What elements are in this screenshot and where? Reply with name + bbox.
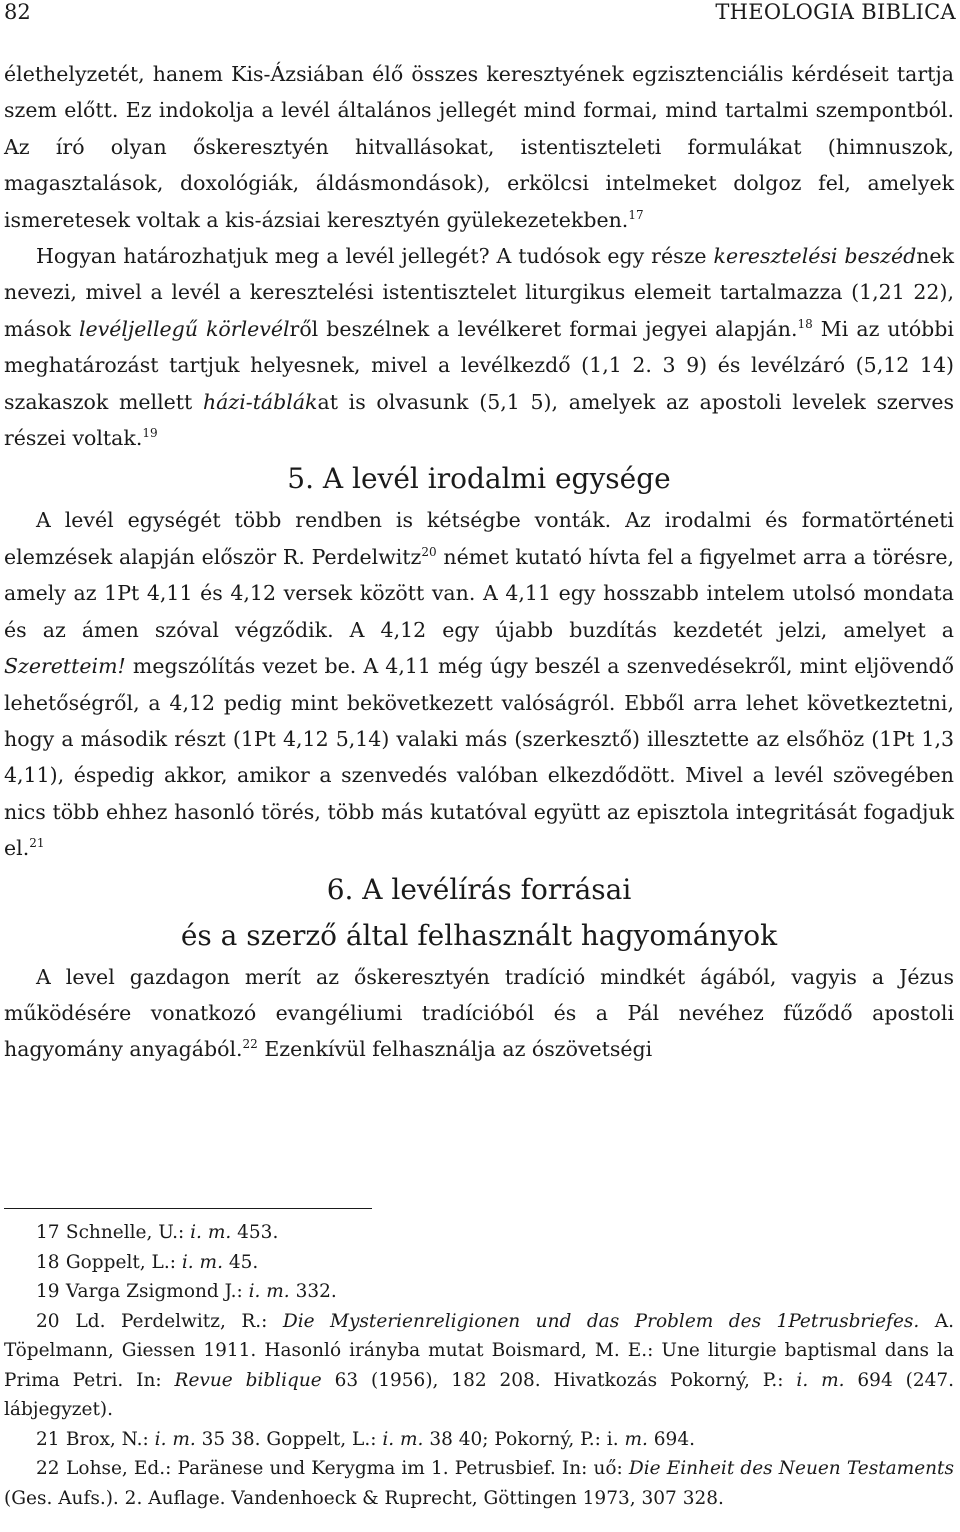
paragraph-2-text-c: ről beszélnek a levélkeret formai jegyei alapján. [289,316,798,341]
paragraph-2-italic-b: levéljellegű körlevél [78,316,290,341]
footnote-italic: Revue biblique [174,1369,322,1391]
footnote-text: Varga Zsigmond J.: [65,1281,249,1302]
page-number: 82 [4,0,31,24]
paragraph-3-italic-a: Szeretteim! [4,654,126,679]
paragraph-2 [4,238,954,456]
paragraph-2-text-a: Hogyan határozhatjuk meg a levél jellegét? A tudósok egy része [36,244,714,269]
paragraph-4-text-a: A level gazdagon merít az őskeresztyén tradíció mindkét ágából, vagyis a Jézus működésére vonatkozó evangéliumi tradícióból és a Pál nevéhez fűződő apostoli hagyomány anyagából. [4,964,954,1062]
footnote-italic: Die Einheit des Neuen Testaments [628,1458,954,1479]
footnote-italic: i. m. [248,1281,290,1302]
footnotes [4,1218,954,1513]
footnote-ref-20[interactable]: 20 [421,545,437,560]
paragraph-3 [4,502,954,866]
footnote-17 [4,1218,954,1248]
footnote-20 [4,1307,954,1425]
footnote-number: 22 [36,1458,60,1479]
paragraph-2-text-d: Mi az utóbbi meghatározást tartjuk helyesnek, mivel a levélkezdő (1,1 2. 3 9) és levélzáró (5,12 14) szakaszok mellett [4,316,954,414]
paragraph-2-text-e: at is olvasunk (5,1 5), amelyek az apostoli levelek szerves részei voltak. [4,389,954,451]
footnote-text: Schnelle, U.: [65,1222,191,1243]
footnote-text: 63 (1956), 182 208. Hivatkozás Pokorný, P.: [321,1369,797,1391]
footnote-number: 21 [36,1428,60,1450]
paragraph-2-italic-a: keresztelési beszéd [713,244,917,269]
paragraph-1-text: élethelyzetét, hanem Kis-Ázsiában élő összes keresztyének egzisztenciális kérdéseit tartja szem előtt. Ez indokolja a levél általános jellegét mind formai, mind tartalmi szempontból. Az író olyan őskeresztyén hitvallásokat, istentiszteleti formulákat (himnuszok, magasztalások, doxológiák, áldásmondások), erkölcsi intelmeket dolgoz fel, amelyek ismeretesek voltak a kis-ázsiai keresztyén gyülekezetekben. [4,62,954,232]
footnote-italic: i. m. [190,1222,232,1243]
footnote-italic: i. m. [154,1428,196,1450]
footnote-ref-21[interactable]: 21 [29,836,45,851]
footnote-number: 20 [36,1310,60,1332]
footnote-number: 17 [36,1222,60,1243]
footnote-number: 18 [36,1251,60,1273]
footnote-text: 38 40; Pokorný, P.: i. [423,1428,625,1450]
footnote-19 [4,1277,954,1307]
paragraph-4 [4,959,954,1068]
footnote-number: 19 [36,1281,60,1302]
footnote-italic: i. m. [796,1369,845,1391]
footnote-text: Goppelt, L.: [65,1251,182,1273]
footnote-text: Brox, N.: [65,1428,155,1450]
footnote-text: A. Töpelmann, Giessen 1911. Hasonló irányba mutat Boismard, M. E.: Une liturgie baptismal dans la Prima Petri. In: [4,1310,955,1391]
page-header [0,0,960,24]
paragraph-3-text-a: A levél egységét több rendben is kétségbe vonták. Az irodalmi és formatörténeti elemzések alapján először R. Perdelwitz [4,508,954,569]
footnote-22 [4,1454,954,1513]
footnote-ref-18[interactable]: 18 [797,317,813,332]
paragraph-1 [4,56,954,238]
body-text [4,56,954,1068]
paragraph-2-text-b: nek nevezi, mivel a levél a keresztelési istentisztelet liturgikus elemeit tartalmazza (1,21 22), mások [4,244,954,341]
footnote-ref-22[interactable]: 22 [242,1037,258,1052]
paragraph-2-italic-c: házi-táblák [202,389,318,414]
footnote-rule [4,1208,372,1209]
footnote-text: 332. [289,1281,337,1302]
footnote-ref-19[interactable]: 19 [142,426,158,441]
section-heading-6-line-1: 6. A levélírás forrásai [326,872,632,906]
paragraph-3-text-b: német kutató hívta fel a figyelmet arra a törésre, amely az 1Pt 4,11 és 4,12 versek között van. A 4,11 egy hosszabb intelem utolsó mondata és az ámen szóval végződik. A 4,12 egy újabb buzdítás kezdetét jelzi, amelyet a [4,544,955,642]
paragraph-4-text-b: Ezenkívül felhasználja az ószövetségi [257,1037,653,1062]
footnote-text: 453. [231,1222,279,1243]
section-heading-6 [4,867,954,959]
footnote-text: 45. [222,1251,259,1273]
footnote-text: 694 (247. lábjegyzet). [4,1369,955,1420]
footnote-text: 35 38. Goppelt, L.: [195,1428,383,1450]
section-heading-6-line-2: és a szerző által felhasznált hagyományok [180,918,778,952]
paragraph-3-text-c: megszólítás vezet be. A 4,11 még úgy beszél a szenvedésekről, mint eljövendő lehetőségről, a 4,12 pedig mint bekövetkezett valóságról. Ebből arra lehet következtetni, hogy a második részt (1Pt 4,12 5,14) valaki más (szerkesztő) illesztette az elsőhöz (1Pt 1,3 4,11), éspedig akkor, amikor a szenvedés valóban elkezdődött. Mivel a levél szövegében nics több ehhez hasonló törés, több más kutatóval együtt az episztola integritását fogadjuk el. [4,654,954,861]
footnote-text: (Ges. Aufs.). 2. Auflage. Vandenhoeck & Ruprecht, Göttingen 1973, 307 328. [4,1487,724,1509]
running-head: THEOLOGIA BIBLICA [715,0,956,24]
footnote-21 [4,1425,954,1455]
footnote-italic: i. m. [382,1428,424,1450]
footnote-italic: m. [624,1428,648,1450]
section-heading-5: 5. A levél irodalmi egysége [287,462,671,496]
footnote-text: 694. [647,1428,695,1450]
footnote-italic: Die Mysterienreligionen und das Problem des 1Petrusbriefes. [282,1310,920,1332]
footnote-ref-17[interactable]: 17 [628,207,644,222]
footnote-18 [4,1248,954,1278]
footnote-text: Lohse, Ed.: Paränese und Kerygma im 1. Petrusbief. In: uő: [66,1458,629,1479]
footnote-italic: i. m. [181,1251,223,1273]
footnote-text: Ld. Perdelwitz, R.: [75,1310,283,1332]
